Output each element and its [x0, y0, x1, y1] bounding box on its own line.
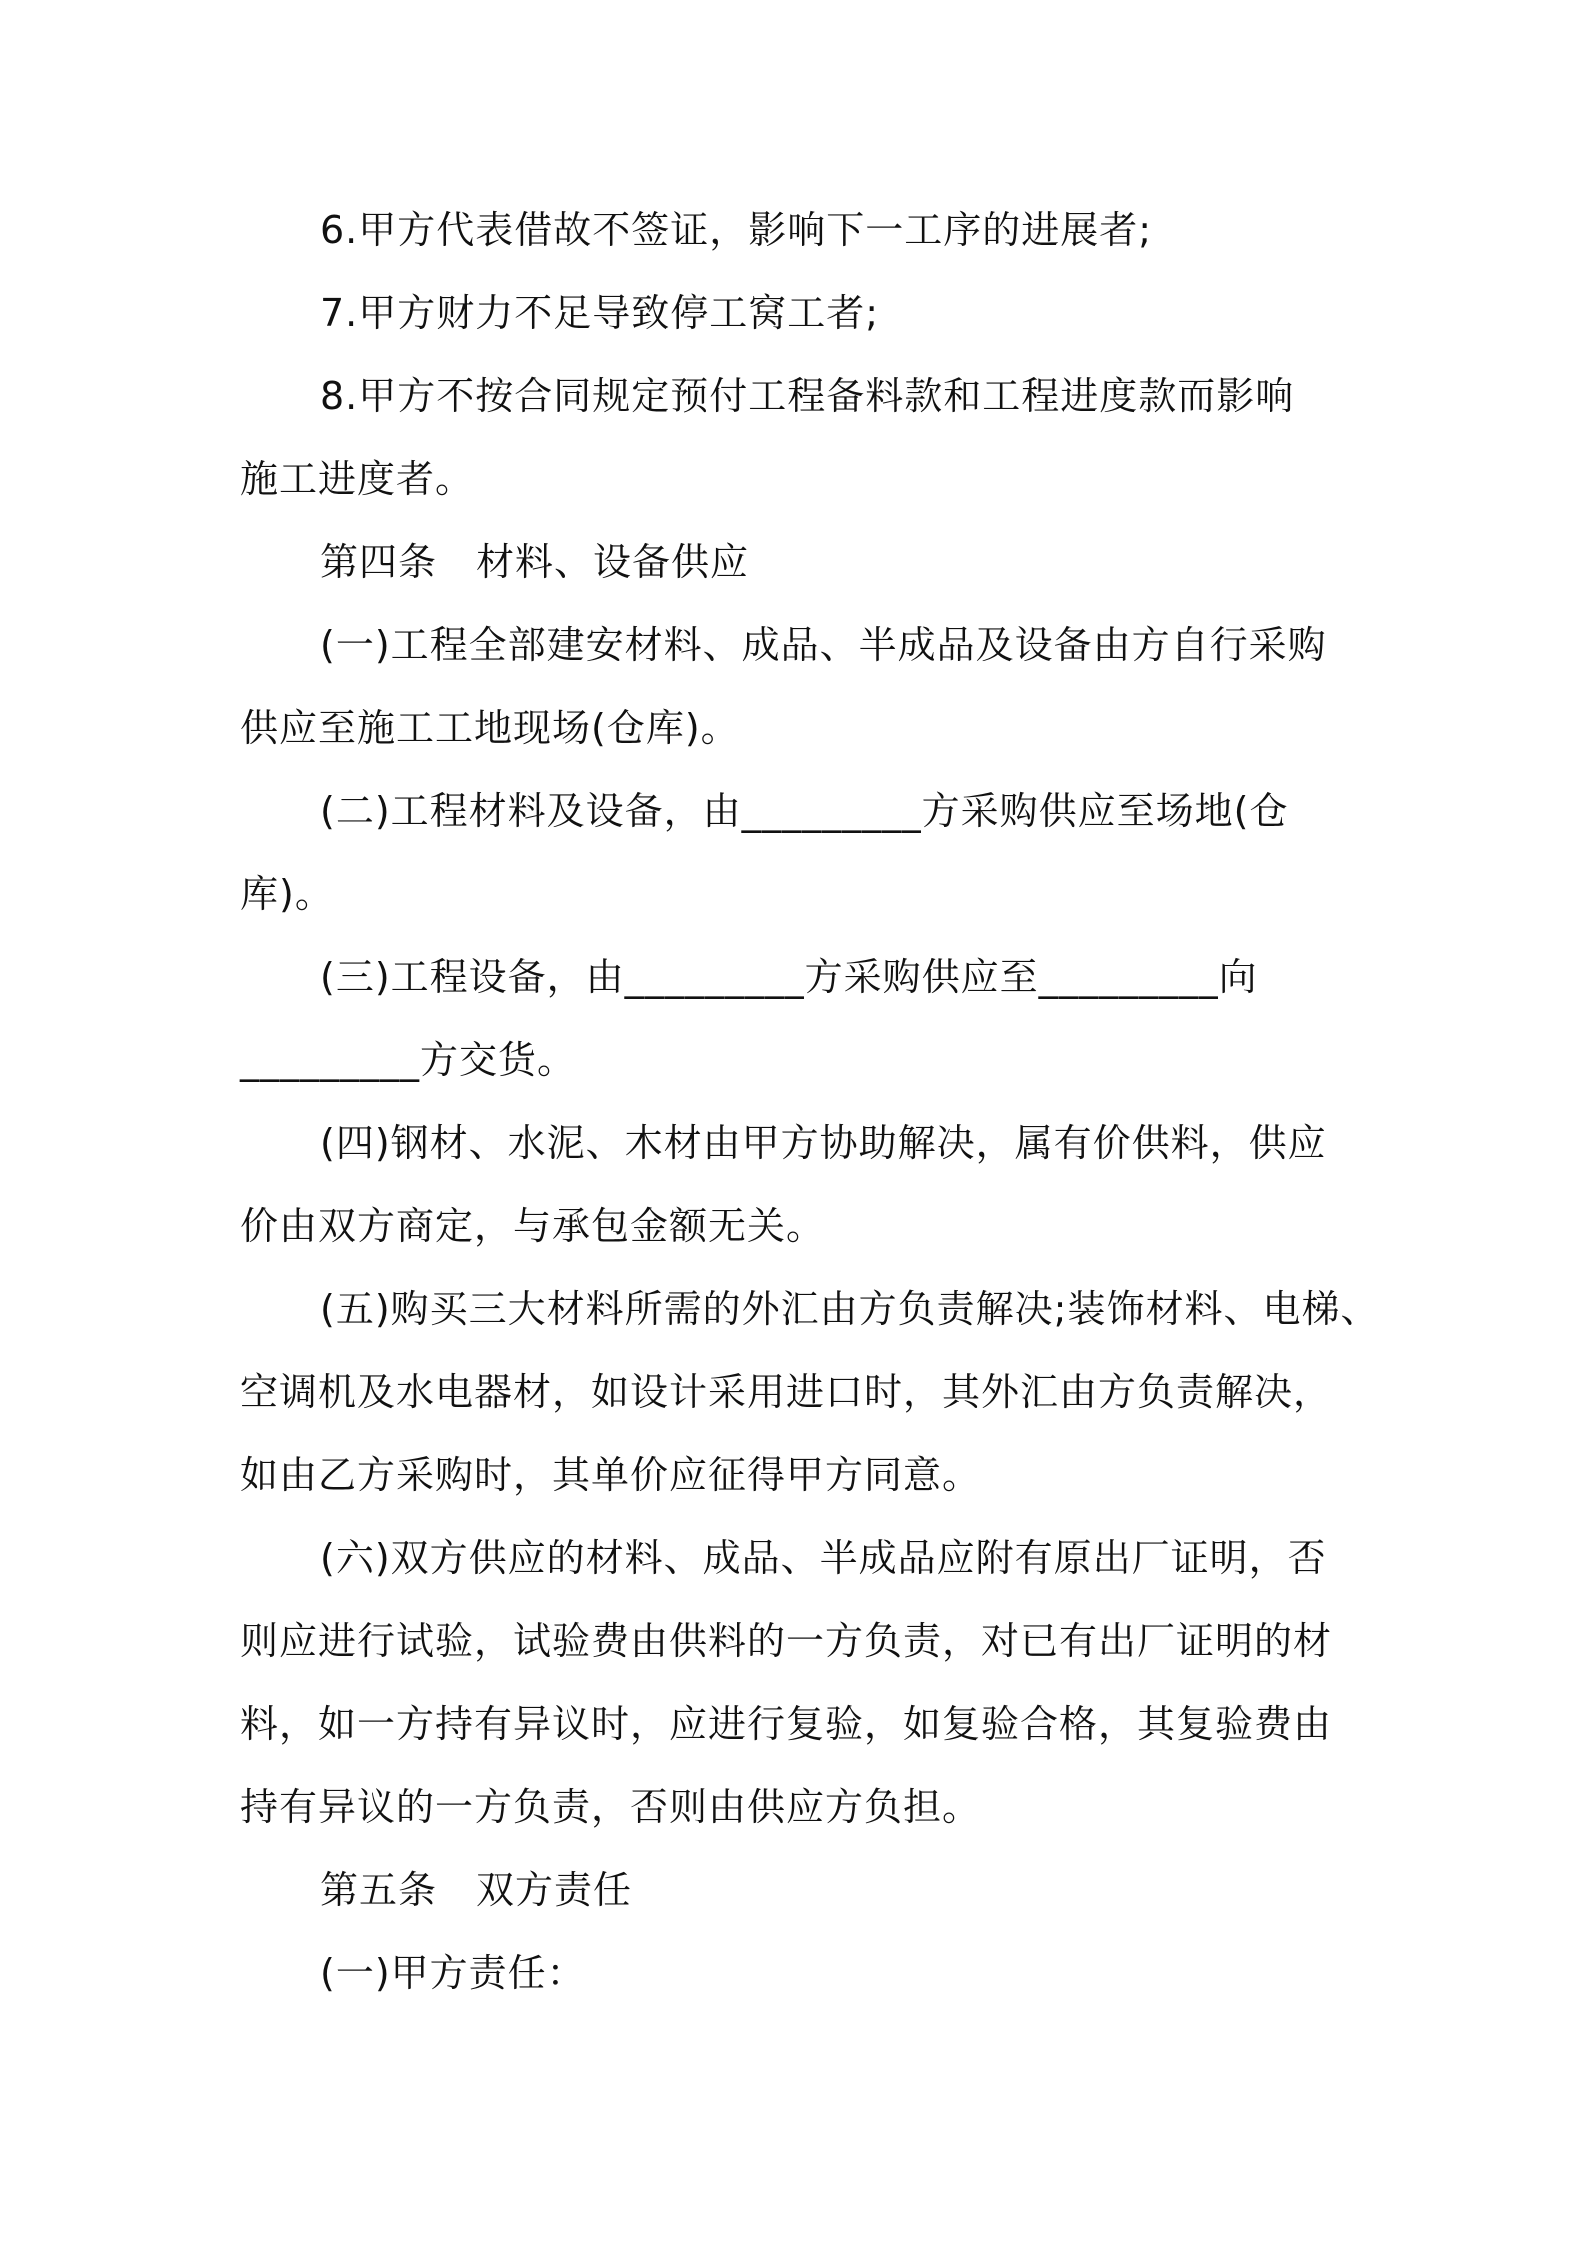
text-line: (六)双方供应的材料、成品、半成品应附有原出厂证明，否	[320, 1536, 1327, 1580]
text-line: 如由乙方采购时，其单价应征得甲方同意。	[240, 1453, 982, 1497]
text-line: _________方交货。	[240, 1038, 577, 1082]
text-line: 6.甲方代表借故不签证，影响下一工序的进展者;	[320, 208, 1153, 252]
text-line: 则应进行试验，试验费由供料的一方负责，对已有出厂证明的材	[240, 1619, 1333, 1663]
text-line: 库)。	[240, 872, 334, 916]
text-line: (一)甲方责任：	[320, 1951, 586, 1995]
text-line: (三)工程设备，由_________方采购供应至_________向	[320, 955, 1258, 999]
section-heading: 第五条 双方责任	[320, 1868, 633, 1912]
text-line: (五)购买三大材料所需的外汇由方负责解决;装饰材料、电梯、	[320, 1287, 1380, 1331]
text-line: (四)钢材、水泥、木材由甲方协助解决，属有价供料，供应	[320, 1121, 1327, 1165]
text-line: (一)工程全部建安材料、成品、半成品及设备由方自行采购	[320, 623, 1327, 667]
text-line: 料，如一方持有异议时，应进行复验，如复验合格，其复验费由	[240, 1702, 1333, 1746]
text-line: (二)工程材料及设备，由_________方采购供应至场地(仓	[320, 789, 1289, 833]
text-line: 空调机及水电器材，如设计采用进口时，其外汇由方负责解决，	[240, 1370, 1333, 1414]
text-line: 持有异议的一方负责，否则由供应方负担。	[240, 1785, 982, 1829]
text-line: 7.甲方财力不足导致停工窝工者;	[320, 291, 880, 335]
text-line: 供应至施工工地现场(仓库)。	[240, 706, 740, 750]
section-heading: 第四条 材料、设备供应	[320, 540, 750, 584]
text-line: 价由双方商定，与承包金额无关。	[240, 1204, 826, 1248]
text-line: 8.甲方不按合同规定预付工程备料款和工程进度款而影响	[320, 374, 1295, 418]
text-line: 施工进度者。	[240, 457, 475, 501]
